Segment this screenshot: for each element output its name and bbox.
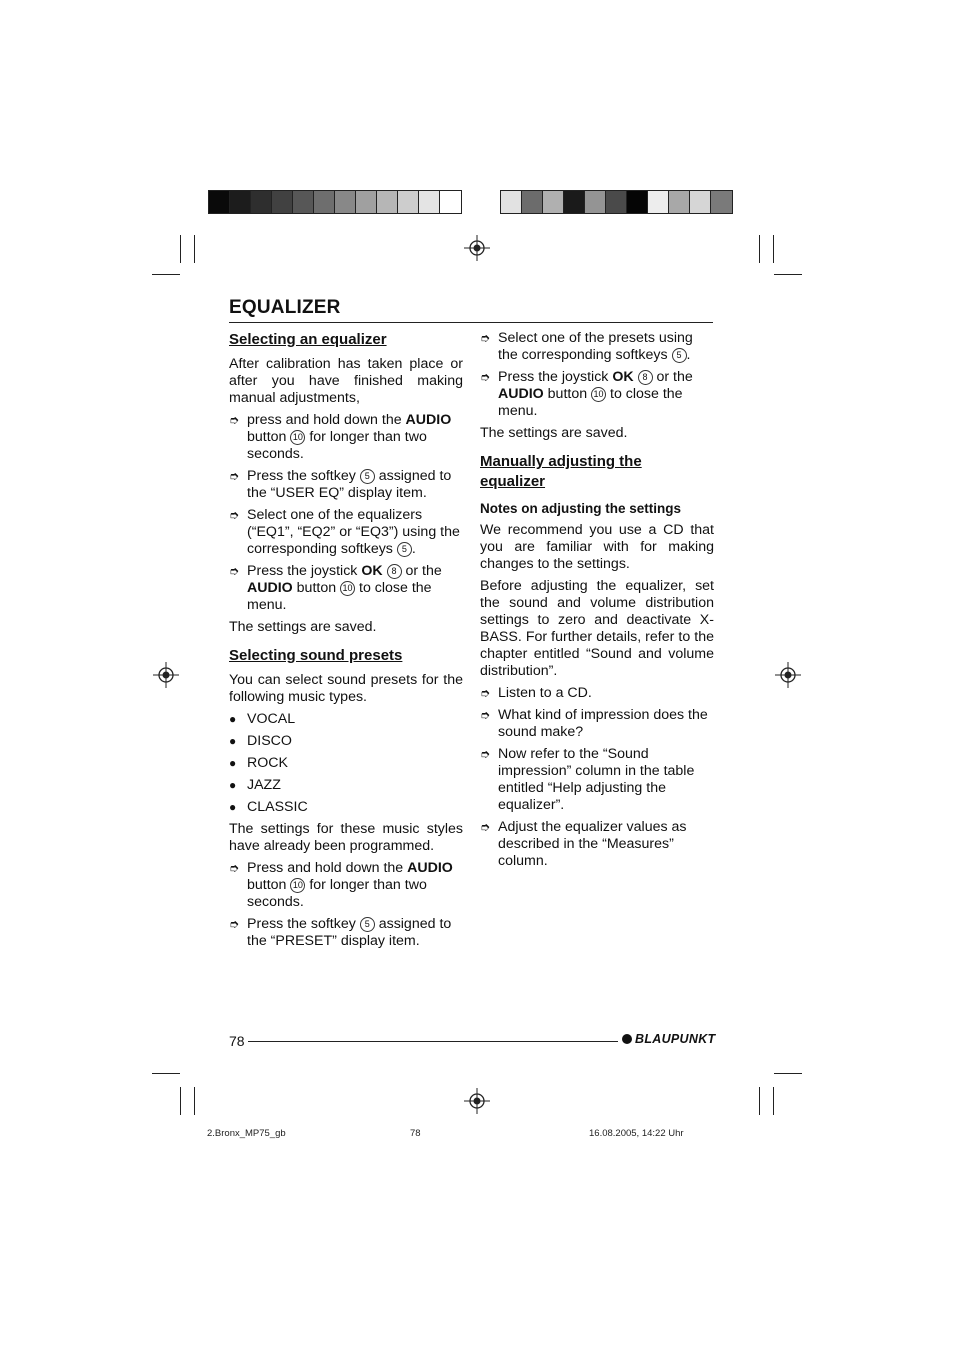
- arrow-icon: ➮: [229, 861, 240, 875]
- before-paragraph: Before adjusting the equalizer, set the sound and volume distribution settings to zero and deactivate X-BASS. For further details, refer to the chapter entitled “Sound and volume distribution”.: [480, 578, 714, 679]
- bullet-icon: ●: [229, 734, 237, 748]
- crop-mark: [773, 235, 774, 263]
- heading-sound-presets: Selecting sound presets: [229, 647, 403, 664]
- arrow-icon: ➮: [480, 708, 491, 722]
- color-swatch: [585, 191, 606, 213]
- color-swatch: [377, 191, 398, 213]
- bullet-icon: ●: [229, 712, 237, 726]
- presets-paragraph: You can select sound presets for the following music types.: [229, 672, 463, 705]
- crop-mark: [194, 235, 195, 263]
- color-swatch: [251, 191, 272, 213]
- crop-mark: [180, 235, 181, 263]
- color-swatch: [669, 191, 690, 213]
- crop-mark: [152, 1073, 180, 1074]
- slug-page: 78: [410, 1128, 421, 1139]
- slug-file: 2.Bronx_MP75_gb: [207, 1128, 286, 1139]
- arrow-icon: ➮: [480, 820, 491, 834]
- step-adjust-values: ➮ Adjust the equalizer values as described in the “Measures” column.: [480, 819, 687, 869]
- recommend-paragraph: We recommend you use a CD that you are familiar with for making changes to the settings.: [480, 522, 714, 572]
- list-item: ● VOCAL: [229, 711, 296, 727]
- key-number-icon: 5: [360, 917, 375, 932]
- color-bar-left: [208, 190, 462, 214]
- list-item: ● DISCO: [229, 733, 292, 749]
- key-number-icon: 10: [290, 878, 305, 893]
- step-softkey-user-eq: ➮ Press the softkey 5 assigned to the “USER EQ” display item.: [229, 468, 452, 501]
- step-close-menu: ➮ Press the joystick OK 8 or the AUDIO button 10 to close the menu.: [229, 563, 442, 613]
- programmed-paragraph: The settings for these music styles have already been programmed.: [229, 821, 463, 854]
- registration-mark-left: [153, 662, 179, 688]
- key-number-icon: 10: [290, 430, 305, 445]
- key-number-icon: 10: [591, 387, 606, 402]
- heading-notes: Notes on adjusting the settings: [480, 501, 682, 516]
- registration-mark-top: [464, 235, 490, 261]
- left-column: [229, 330, 463, 955]
- crop-mark: [152, 274, 180, 275]
- color-swatch: [314, 191, 335, 213]
- color-swatch: [627, 191, 648, 213]
- footer-rule: [248, 1041, 618, 1042]
- crop-mark: [773, 1087, 774, 1115]
- step-listen-cd: ➮ Listen to a CD.: [480, 685, 592, 701]
- key-number-icon: 5: [397, 542, 412, 557]
- color-swatch: [356, 191, 377, 213]
- arrow-icon: ➮: [229, 917, 240, 931]
- intro-paragraph: After calibration has taken place or after you have finished making manual adjustments,: [229, 356, 463, 406]
- bullet-icon: ●: [229, 778, 237, 792]
- saved-text: The settings are saved.: [480, 425, 628, 441]
- registration-mark-bottom: [464, 1088, 490, 1114]
- crop-mark: [194, 1087, 195, 1115]
- color-swatch: [230, 191, 251, 213]
- crop-mark: [774, 274, 802, 275]
- crop-mark: [774, 1073, 802, 1074]
- color-swatch: [711, 191, 732, 213]
- color-swatch: [440, 191, 461, 213]
- crop-mark: [759, 1087, 760, 1115]
- heading-manual-adjust: Manually adjusting the equalizer: [480, 453, 642, 490]
- arrow-icon: ➮: [229, 413, 240, 427]
- color-swatch: [564, 191, 585, 213]
- registration-mark-right: [775, 662, 801, 688]
- key-number-icon: 10: [340, 581, 355, 596]
- color-swatch: [419, 191, 440, 213]
- color-swatch: [398, 191, 419, 213]
- key-number-icon: 8: [387, 564, 402, 579]
- bullet-icon: ●: [229, 800, 237, 814]
- step-hold-audio: ➮ press and hold down the AUDIO button 10 for longer than two seconds.: [229, 412, 452, 462]
- page-number: 78: [229, 1033, 245, 1049]
- color-swatch: [606, 191, 627, 213]
- step-refer-table: ➮ Now refer to the “Sound impression” column in the table entitled “Help adjusting the equalizer”.: [480, 746, 695, 813]
- bullet-icon: ●: [229, 756, 237, 770]
- logo-dot-icon: [622, 1034, 632, 1044]
- step-softkey-preset: ➮ Press the softkey 5 assigned to the “PRESET” display item.: [229, 916, 452, 949]
- key-number-icon: 8: [638, 370, 653, 385]
- saved-text: The settings are saved.: [229, 619, 377, 635]
- arrow-icon: ➮: [480, 331, 491, 345]
- arrow-icon: ➮: [480, 747, 491, 761]
- color-swatch: [272, 191, 293, 213]
- title-rule: [229, 322, 713, 323]
- color-swatch: [690, 191, 711, 213]
- color-swatch: [209, 191, 230, 213]
- list-item: ● JAZZ: [229, 777, 281, 793]
- step-hold-audio-preset: ➮ Press and hold down the AUDIO button 10 for longer than two seconds.: [229, 860, 453, 910]
- right-column: [480, 330, 714, 875]
- crop-mark: [759, 235, 760, 263]
- arrow-icon: ➮: [480, 370, 491, 384]
- step-impression: ➮ What kind of impression does the sound make?: [480, 707, 708, 740]
- color-swatch: [335, 191, 356, 213]
- step-close-menu-preset: ➮ Press the joystick OK 8 or the AUDIO button 10 to close the menu.: [480, 369, 693, 419]
- step-select-eq: ➮ Select one of the equalizers (“EQ1”, “EQ2” or “EQ3”) using the corresponding softkeys 5 .: [229, 507, 460, 557]
- color-swatch: [522, 191, 543, 213]
- color-bar-right: [500, 190, 733, 214]
- color-swatch: [648, 191, 669, 213]
- arrow-icon: ➮: [229, 508, 240, 522]
- page-title: EQUALIZER: [229, 297, 341, 318]
- arrow-icon: ➮: [229, 564, 240, 578]
- arrow-icon: ➮: [480, 686, 491, 700]
- color-swatch: [293, 191, 314, 213]
- crop-mark: [180, 1087, 181, 1115]
- arrow-icon: ➮: [229, 469, 240, 483]
- key-number-icon: 5: [360, 469, 375, 484]
- slug-date: 16.08.2005, 14:22 Uhr: [589, 1128, 684, 1139]
- key-number-icon: 5: [672, 348, 687, 363]
- color-swatch: [501, 191, 522, 213]
- list-item: ● ROCK: [229, 755, 288, 771]
- heading-selecting-equalizer: Selecting an equalizer: [229, 331, 387, 348]
- list-item: ● CLASSIC: [229, 799, 308, 815]
- step-select-preset: ➮ Select one of the presets using the corresponding softkeys 5 .: [480, 330, 693, 363]
- color-swatch: [543, 191, 564, 213]
- brand-logo: BLAUPUNKT: [622, 1032, 715, 1046]
